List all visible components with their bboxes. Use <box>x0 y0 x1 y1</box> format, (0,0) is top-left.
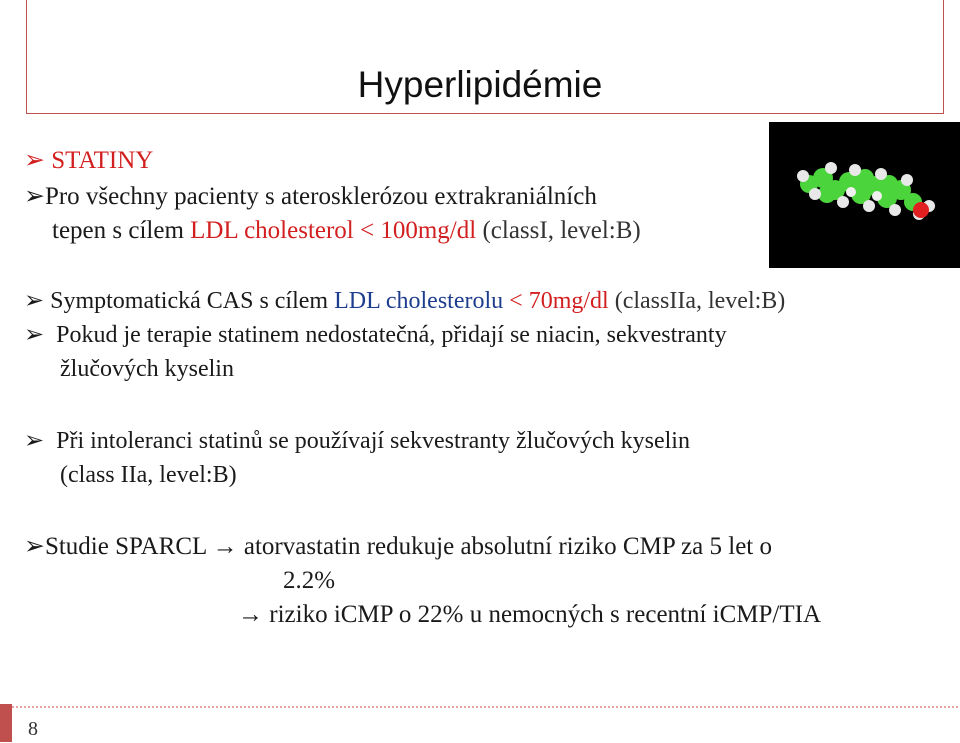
footer-rule <box>0 706 960 708</box>
bullet-insufficient-therapy-cont: žlučových kyselin <box>60 356 234 382</box>
molecule-image <box>769 122 960 268</box>
arrow-bullet-icon: ➢ <box>24 147 45 174</box>
bullet-all-patients: ➢Pro všechny pacienty s aterosklerózou extrakraniálních <box>24 183 597 210</box>
arrow-bullet-icon: ➢ <box>24 183 45 210</box>
bullet-sparcl-icmp: → riziko iCMP o 22% u nemocných s recentní iCMP/TIA <box>238 601 822 628</box>
right-arrow-icon: → <box>238 601 263 628</box>
bullet-intolerance: ➢ Při intoleranci statinů se používají sekvestranty žlučových kyselin <box>24 428 690 454</box>
bullet-symptomatic-cas: ➢ Symptomatická CAS s cílem LDL cholesterolu < 70mg/dl (classIIa, level:B) <box>24 288 786 314</box>
steroid-molecule-icon <box>769 122 960 268</box>
right-arrow-icon: → <box>212 533 238 560</box>
bullet-all-patients-cont: tepen s cílem LDL cholesterol < 100mg/dl (classI, level:B) <box>52 217 641 244</box>
page-number: 8 <box>28 718 38 740</box>
arrow-bullet-icon: ➢ <box>24 288 45 314</box>
arrow-bullet-icon: ➢ <box>24 428 45 454</box>
statiny-heading: STATINY <box>51 147 154 174</box>
slide-title: Hyperlipidémie <box>357 64 603 105</box>
bullet-insufficient-therapy: ➢ Pokud je terapie statinem nedostatečná, přidají se niacin, sekvestranty <box>24 322 727 348</box>
footer-tab <box>0 704 12 742</box>
bullet-statiny <box>24 146 153 176</box>
bullet-intolerance-cont: (class IIa, level:B) <box>60 462 237 488</box>
ldl-target-70: < 70mg/dl <box>503 288 609 314</box>
arrow-bullet-icon: ➢ <box>24 322 45 348</box>
arrow-bullet-icon: ➢ <box>24 533 45 560</box>
bullet-sparcl-value: 2.2% <box>283 567 336 594</box>
ldl-target-100: LDL cholesterol < 100mg/dl <box>190 217 477 244</box>
bullet-sparcl: ➢Studie SPARCL → atorvastatin redukuje absolutní riziko CMP za 5 let o <box>24 533 772 560</box>
